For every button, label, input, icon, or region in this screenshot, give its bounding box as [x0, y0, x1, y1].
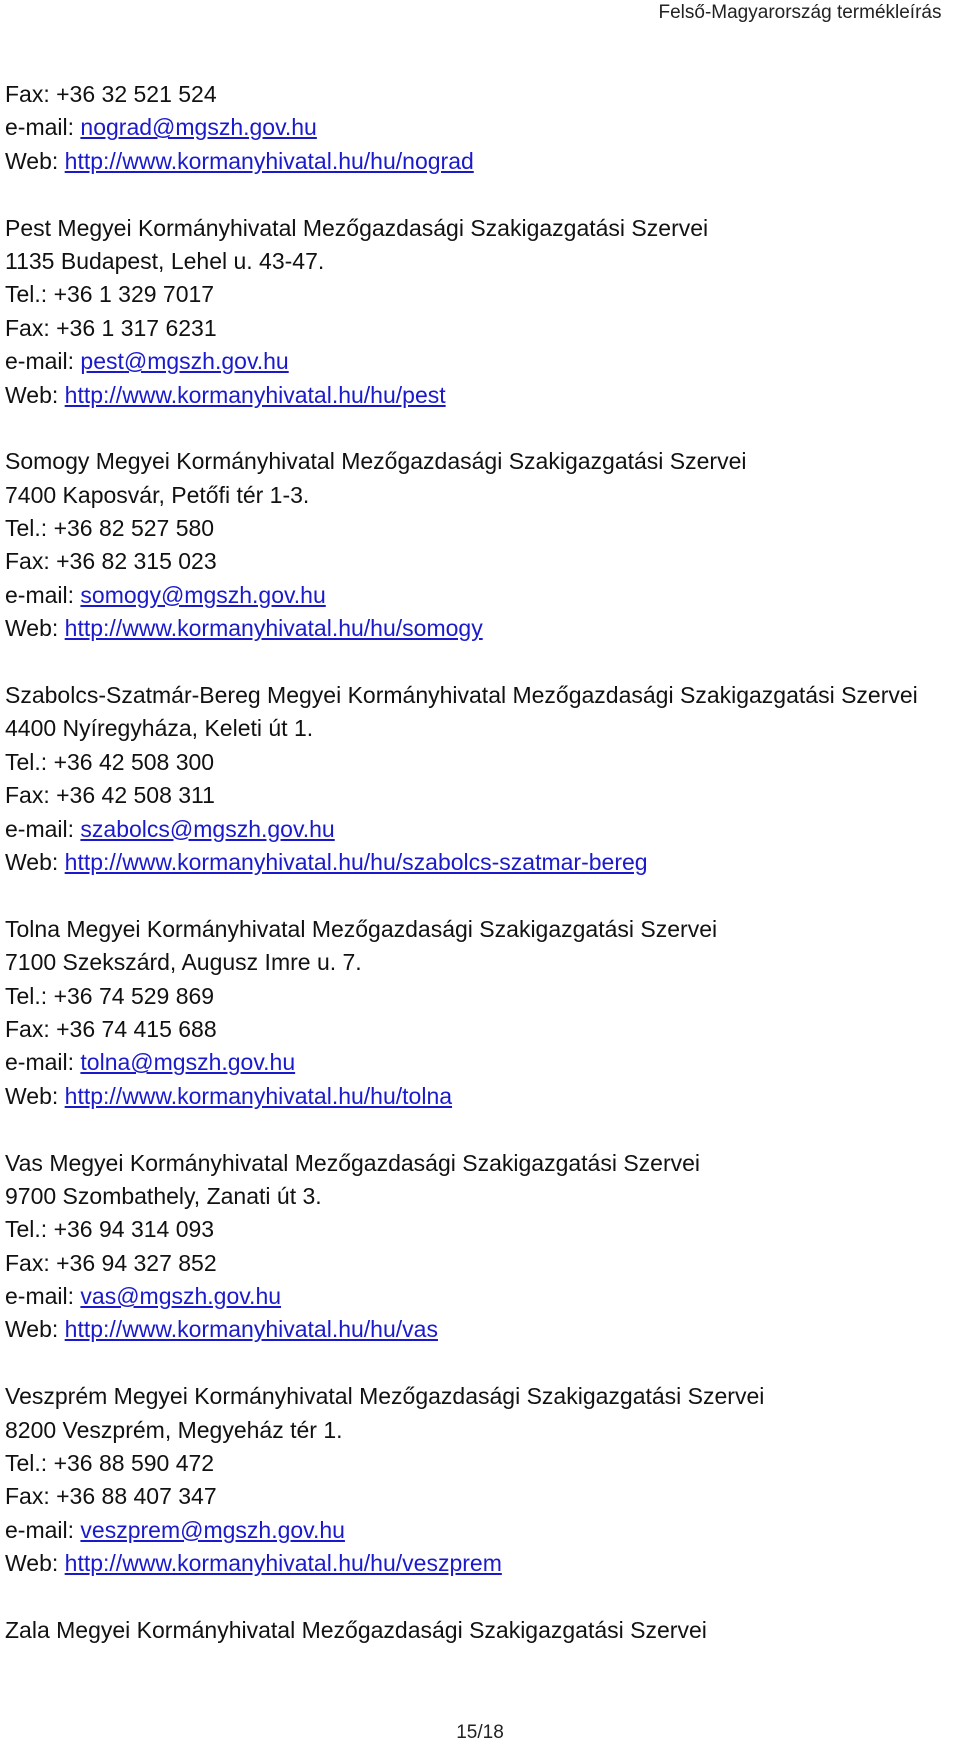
- office-web-line: [5, 612, 955, 645]
- office-block: [5, 679, 955, 913]
- office-address: 7400 Kaposvár, Petőfi tér 1-3.: [5, 481, 310, 508]
- office-tel: Tel.: +36 74 529 869: [5, 982, 215, 1009]
- email-prefix: e-mail:: [5, 348, 81, 375]
- office-name: Szabolcs-Szatmár-Bereg Megyei Kormányhivatal Mezőgazdasági Szakigazgatási Szervei: [5, 682, 918, 709]
- office-email-line: [5, 1280, 955, 1313]
- office-tel: Tel.: +36 82 527 580: [5, 515, 215, 542]
- office-fax: Fax: +36 74 415 688: [5, 1015, 217, 1042]
- header-title: Felső-Magyarország termékleírás: [658, 2, 942, 23]
- office-name: Zala Megyei Kormányhivatal Mezőgazdasági Szakigazgatási Szervei: [5, 1616, 707, 1643]
- email-link[interactable]: somogy@mgszh.gov.hu: [80, 581, 326, 608]
- email-link[interactable]: vas@mgszh.gov.hu: [80, 1283, 282, 1310]
- web-link[interactable]: http://www.kormanyhivatal.hu/hu/somogy: [64, 615, 483, 642]
- email-prefix: e-mail:: [5, 1283, 81, 1310]
- page-header: [0, 2, 960, 26]
- office-name: Veszprém Megyei Kormányhivatal Mezőgazdasági Szakigazgatási Szervei: [5, 1383, 765, 1410]
- office-block: [5, 913, 955, 1147]
- web-prefix: Web:: [5, 381, 65, 408]
- office-block: [5, 1380, 955, 1614]
- office-fax: Fax: +36 88 407 347: [5, 1483, 217, 1510]
- office-tel: Tel.: +36 1 329 7017: [5, 281, 215, 308]
- office-tel: Tel.: +36 42 508 300: [5, 748, 215, 775]
- web-link[interactable]: http://www.kormanyhivatal.hu/hu/tolna: [64, 1082, 453, 1109]
- spacer: [5, 1113, 955, 1146]
- office-name: Tolna Megyei Kormányhivatal Mezőgazdasági Szakigazgatási Szervei: [5, 915, 718, 942]
- web-line: [5, 145, 955, 178]
- office-web-line: [5, 1547, 955, 1580]
- email-link[interactable]: nograd@mgszh.gov.hu: [80, 114, 317, 141]
- office-name: Vas Megyei Kormányhivatal Mezőgazdasági Szakigazgatási Szervei: [5, 1149, 701, 1176]
- email-prefix: e-mail:: [5, 815, 81, 842]
- office-address: 9700 Szombathely, Zanati út 3.: [5, 1182, 322, 1209]
- web-link[interactable]: http://www.kormanyhivatal.hu/hu/szabolcs-szatmar-bereg: [64, 848, 648, 875]
- spacer: [5, 1347, 955, 1380]
- office-web-line: [5, 846, 955, 879]
- web-link[interactable]: http://www.kormanyhivatal.hu/hu/vas: [64, 1316, 438, 1343]
- email-prefix: e-mail:: [5, 1516, 81, 1543]
- email-prefix: e-mail:: [5, 114, 81, 141]
- office-web-line: [5, 1313, 955, 1346]
- office-block: [5, 445, 955, 679]
- page-number: 15/18: [456, 1722, 504, 1743]
- document-body: [5, 78, 955, 1647]
- web-link[interactable]: http://www.kormanyhivatal.hu/hu/pest: [64, 381, 446, 408]
- office-block: [5, 1147, 955, 1381]
- email-prefix: e-mail:: [5, 1049, 81, 1076]
- email-link[interactable]: veszprem@mgszh.gov.hu: [80, 1516, 345, 1543]
- office-name: Somogy Megyei Kormányhivatal Mezőgazdasági Szakigazgatási Szervei: [5, 448, 747, 475]
- spacer: [5, 412, 955, 445]
- office-block: [5, 212, 955, 446]
- fax-line: Fax: +36 32 521 524: [5, 81, 217, 107]
- office-address: 1135 Budapest, Lehel u. 43-47.: [5, 247, 325, 274]
- email-link[interactable]: pest@mgszh.gov.hu: [80, 348, 289, 375]
- office-web-line: [5, 1080, 955, 1113]
- spacer: [5, 1581, 955, 1614]
- web-link[interactable]: http://www.kormanyhivatal.hu/hu/nograd: [64, 147, 474, 174]
- email-link[interactable]: szabolcs@mgszh.gov.hu: [80, 815, 335, 842]
- office-address: 7100 Szekszárd, Augusz Imre u. 7.: [5, 949, 362, 976]
- office-tel: Tel.: +36 94 314 093: [5, 1216, 215, 1243]
- web-link[interactable]: http://www.kormanyhivatal.hu/hu/veszprem: [64, 1550, 502, 1577]
- web-prefix: Web:: [5, 848, 65, 875]
- web-prefix: Web:: [5, 1550, 65, 1577]
- office-address: 4400 Nyíregyháza, Keleti út 1.: [5, 715, 314, 742]
- office-name: Pest Megyei Kormányhivatal Mezőgazdasági Szakigazgatási Szervei: [5, 214, 709, 241]
- web-prefix: Web:: [5, 615, 65, 642]
- web-prefix: Web:: [5, 147, 65, 174]
- spacer: [5, 178, 955, 211]
- email-prefix: e-mail:: [5, 581, 81, 608]
- office-email-line: [5, 579, 955, 612]
- spacer: [5, 879, 955, 912]
- office-fax: Fax: +36 1 317 6231: [5, 314, 217, 341]
- office-email-line: [5, 813, 955, 846]
- email-line: [5, 111, 955, 144]
- web-prefix: Web:: [5, 1316, 65, 1343]
- office-web-line: [5, 379, 955, 412]
- office-email-line: [5, 345, 955, 378]
- office-email-line: [5, 1046, 955, 1079]
- office-fax: Fax: +36 82 315 023: [5, 548, 217, 575]
- office-fax: Fax: +36 42 508 311: [5, 782, 215, 809]
- office-fax: Fax: +36 94 327 852: [5, 1249, 217, 1276]
- email-link[interactable]: tolna@mgszh.gov.hu: [80, 1049, 296, 1076]
- office-tel: Tel.: +36 88 590 472: [5, 1450, 215, 1477]
- web-prefix: Web:: [5, 1082, 65, 1109]
- office-address: 8200 Veszprém, Megyeház tér 1.: [5, 1416, 343, 1443]
- spacer: [5, 646, 955, 679]
- office-email-line: [5, 1514, 955, 1547]
